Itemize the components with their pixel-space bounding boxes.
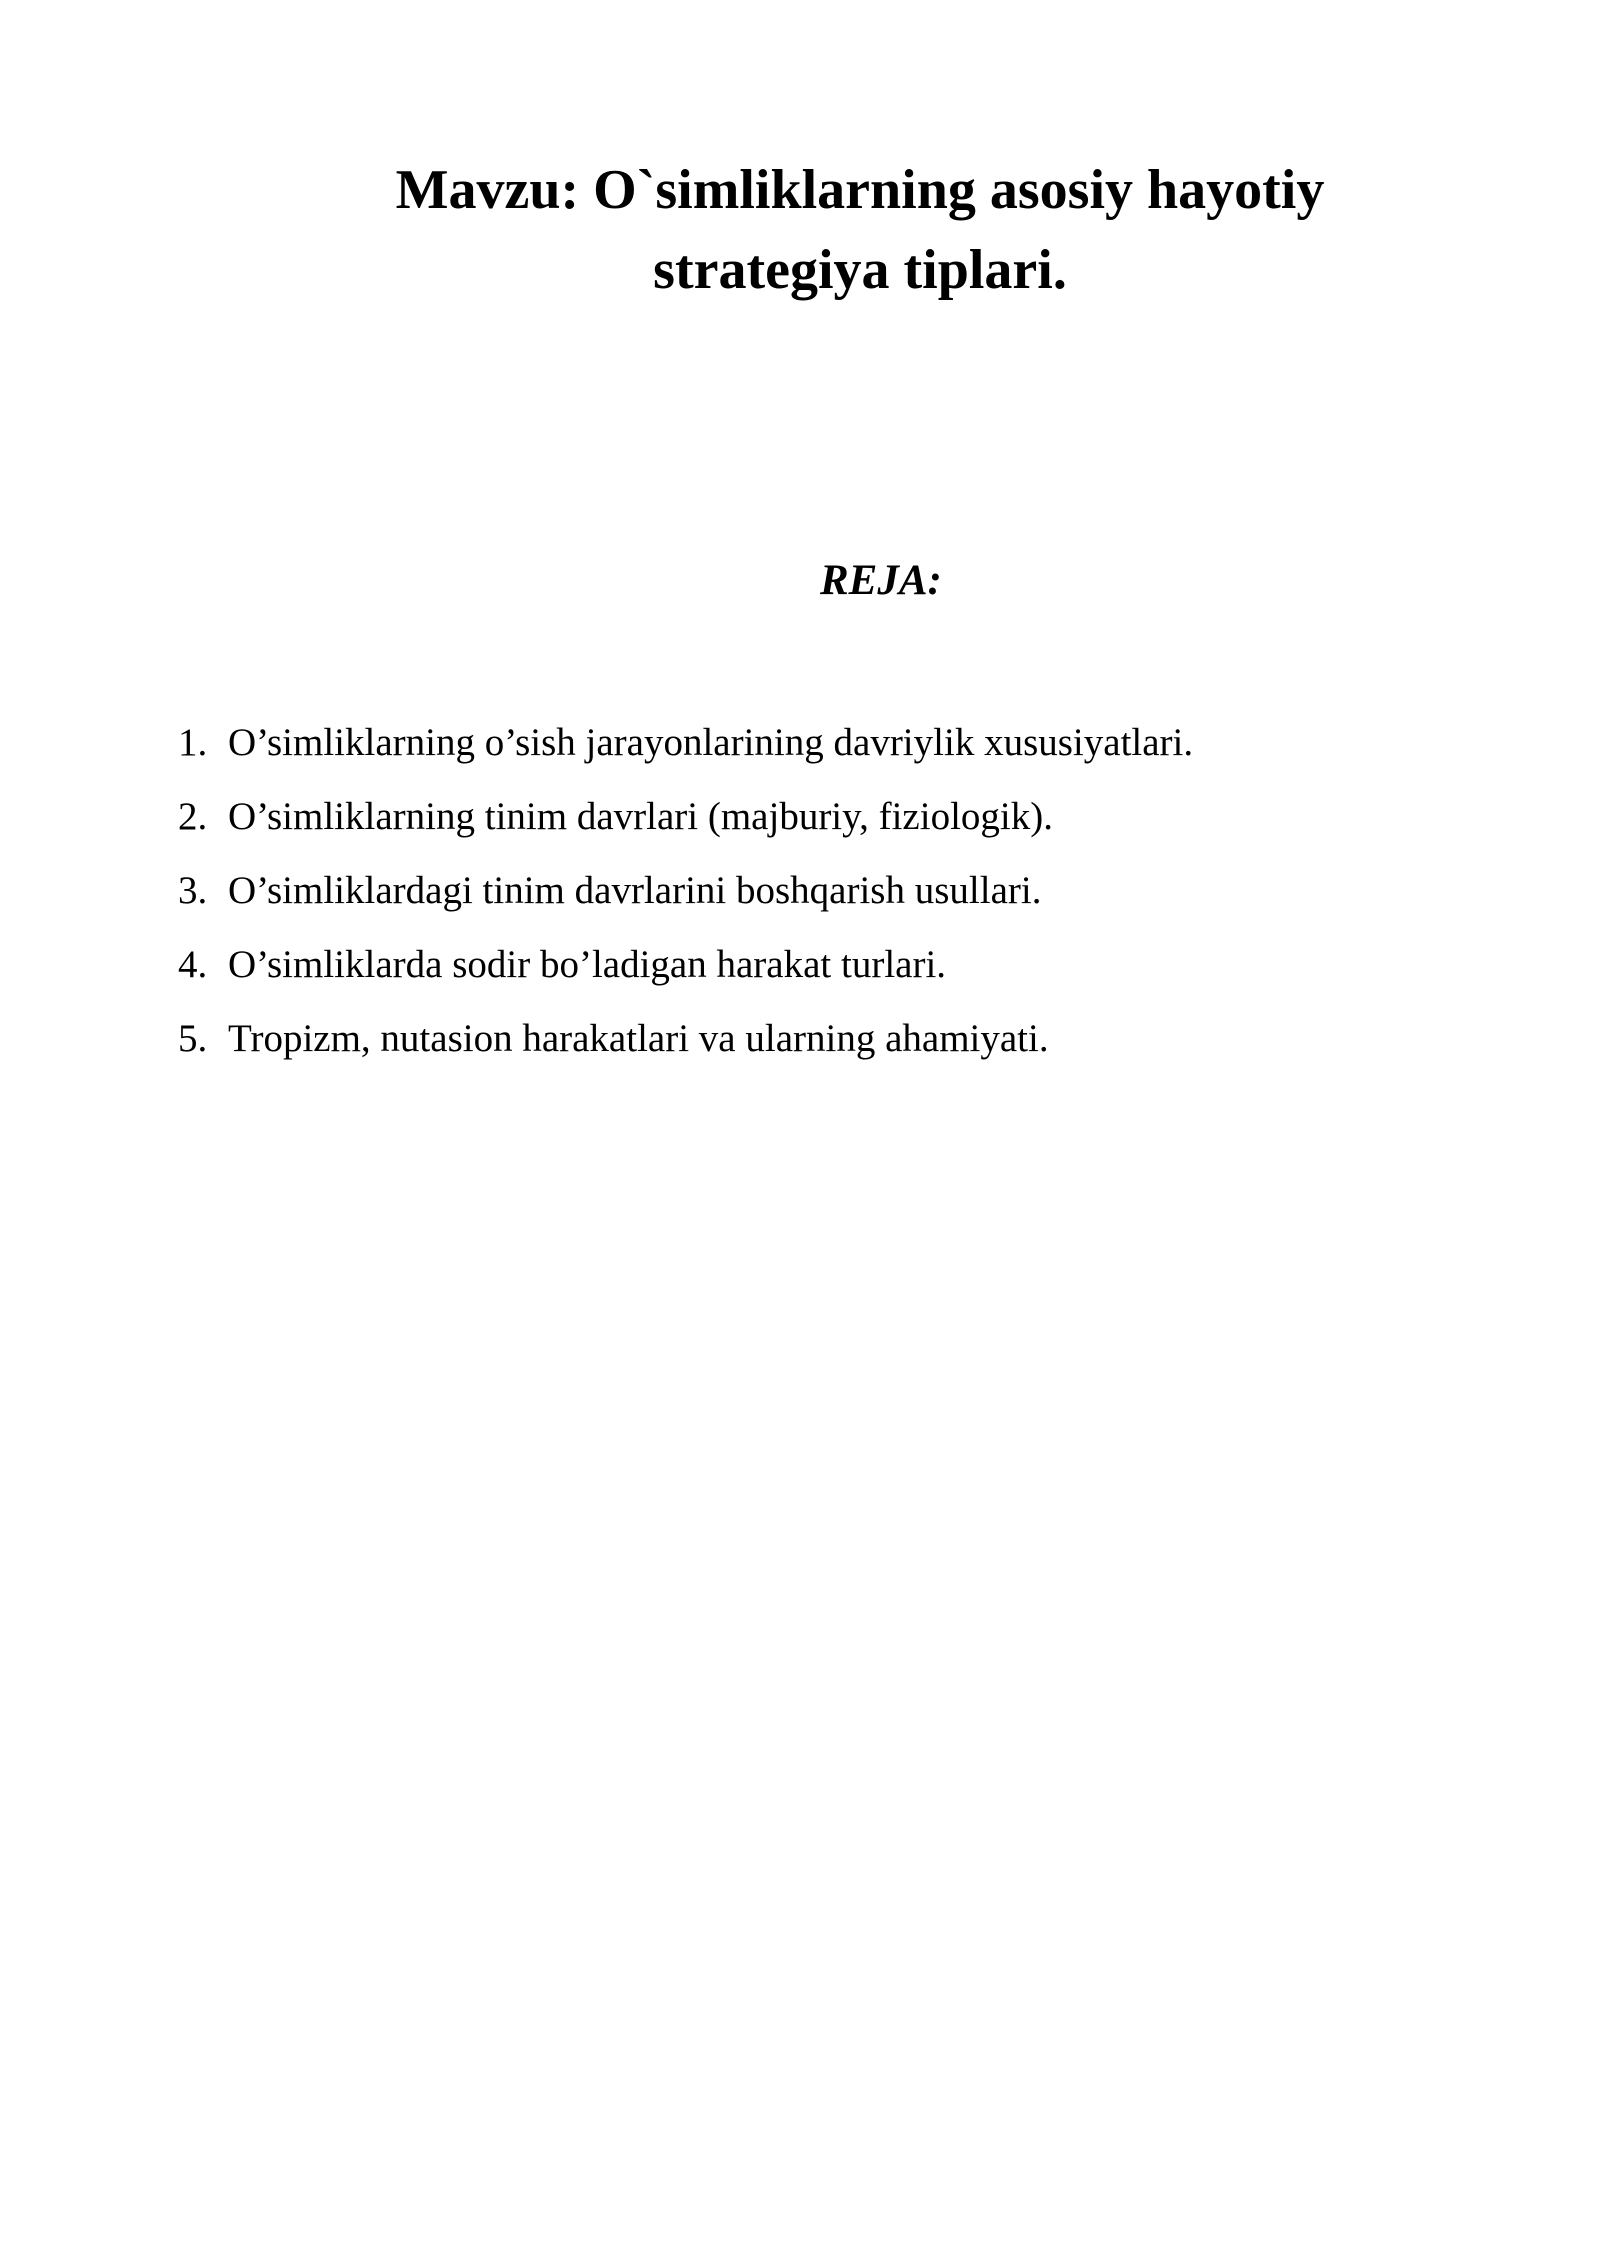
plan-item-number: 5. [178, 1017, 208, 1060]
plan-list [178, 718, 1478, 1088]
plan-item-text: Tropizm, nutasion harakatlari va ularning ahamiyati. [228, 1017, 1049, 1060]
plan-item-text: O’simliklarda sodir bo’ladigan harakat turlari. [228, 943, 947, 986]
plan-item [178, 866, 1478, 940]
title-line-2: strategiya tiplari. [653, 239, 1067, 301]
plan-heading: REJA: [820, 557, 942, 604]
plan-item-number: 2. [178, 795, 208, 838]
plan-item-text: O’simliklarning o’sish jarayonlarining davriylik xususiyatlari. [228, 721, 1194, 764]
plan-item-number: 4. [178, 943, 208, 986]
page-title [320, 150, 1400, 310]
plan-item-text: O’simliklardagi tinim davrlarini boshqarish usullari. [228, 869, 1042, 912]
title-line-1: Mavzu: O`simliklarning asosiy hayotiy [395, 159, 1325, 221]
plan-item [178, 792, 1478, 866]
plan-item-text: O’simliklarning tinim davrlari (majburiy, fiziologik). [228, 795, 1053, 838]
plan-item [178, 1014, 1478, 1088]
plan-item [178, 940, 1478, 1014]
plan-item-number: 3. [178, 869, 208, 912]
plan-item [178, 718, 1478, 792]
plan-item-number: 1. [178, 721, 208, 764]
